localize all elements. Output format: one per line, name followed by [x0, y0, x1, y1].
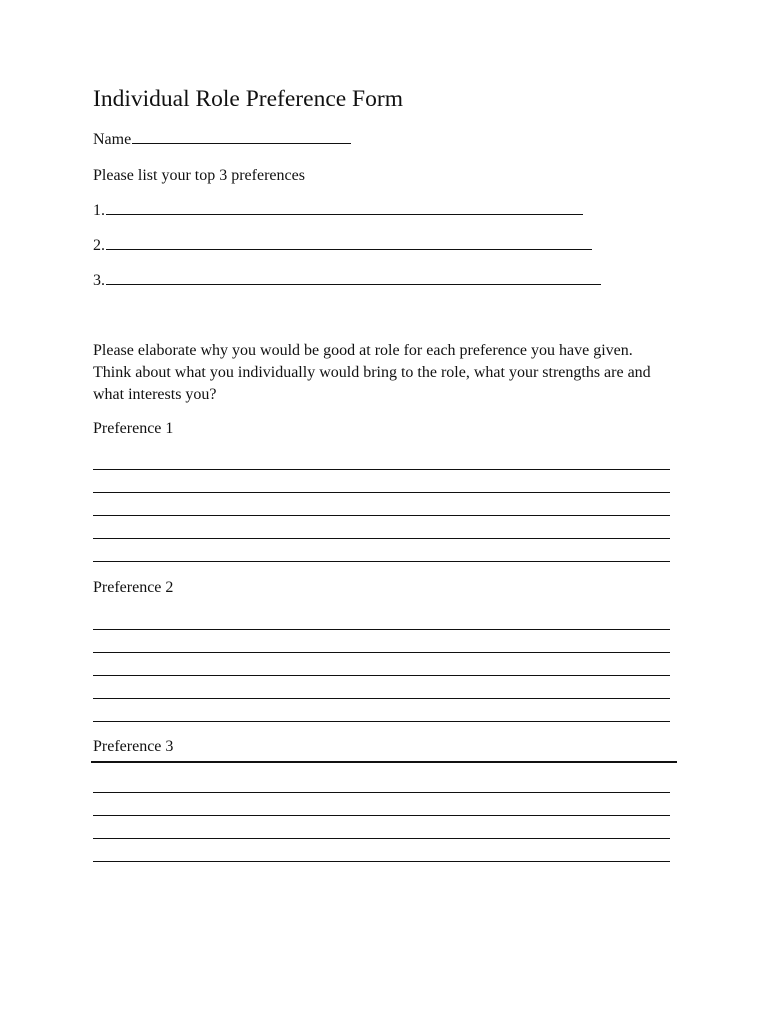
elaborate-instructions: Please elaborate why you would be good at role for each preference you have given. Think about what you individually would bring to the role, what your strengths are and what interests you? [93, 342, 651, 403]
preference-1-label: Preference 1 [93, 420, 174, 437]
preference-field-3[interactable] [106, 272, 601, 285]
preference-3-label: Preference 3 [93, 738, 174, 755]
preference-row-3 [93, 272, 601, 290]
preference-3-answer-line[interactable] [93, 861, 670, 862]
preference-number-1: 1. [93, 202, 105, 219]
preference-1-answer-line[interactable] [93, 515, 670, 516]
preference-2-label: Preference 2 [93, 579, 174, 596]
name-field[interactable] [132, 131, 351, 144]
preference-2-answer-line[interactable] [93, 675, 670, 676]
preference-3-answer-line[interactable] [93, 815, 670, 816]
preference-1-answer-line[interactable] [93, 561, 670, 562]
preference-field-1[interactable] [106, 202, 583, 215]
preference-row-1 [93, 202, 583, 220]
name-label: Name [93, 131, 132, 148]
preference-3-answer-line[interactable] [93, 792, 670, 793]
preference-2-answer-line[interactable] [93, 629, 670, 630]
name-row [93, 131, 351, 149]
preference-number-2: 2. [93, 237, 105, 254]
preference-1-answer-line[interactable] [93, 538, 670, 539]
page-title: Individual Role Preference Form [93, 86, 403, 112]
preference-row-2 [93, 237, 592, 255]
preference-2-answer-line[interactable] [93, 721, 670, 722]
preference-1-answer-line[interactable] [93, 492, 670, 493]
preference-number-3: 3. [93, 272, 105, 289]
preference-2-answer-line[interactable] [93, 652, 670, 653]
preference-3-answer-line[interactable] [93, 838, 670, 839]
preference-2-answer-line[interactable] [93, 698, 670, 699]
section-divider [91, 761, 677, 763]
preference-1-answer-line[interactable] [93, 469, 670, 470]
preference-field-2[interactable] [106, 237, 592, 250]
list-instruction: Please list your top 3 preferences [93, 167, 305, 184]
